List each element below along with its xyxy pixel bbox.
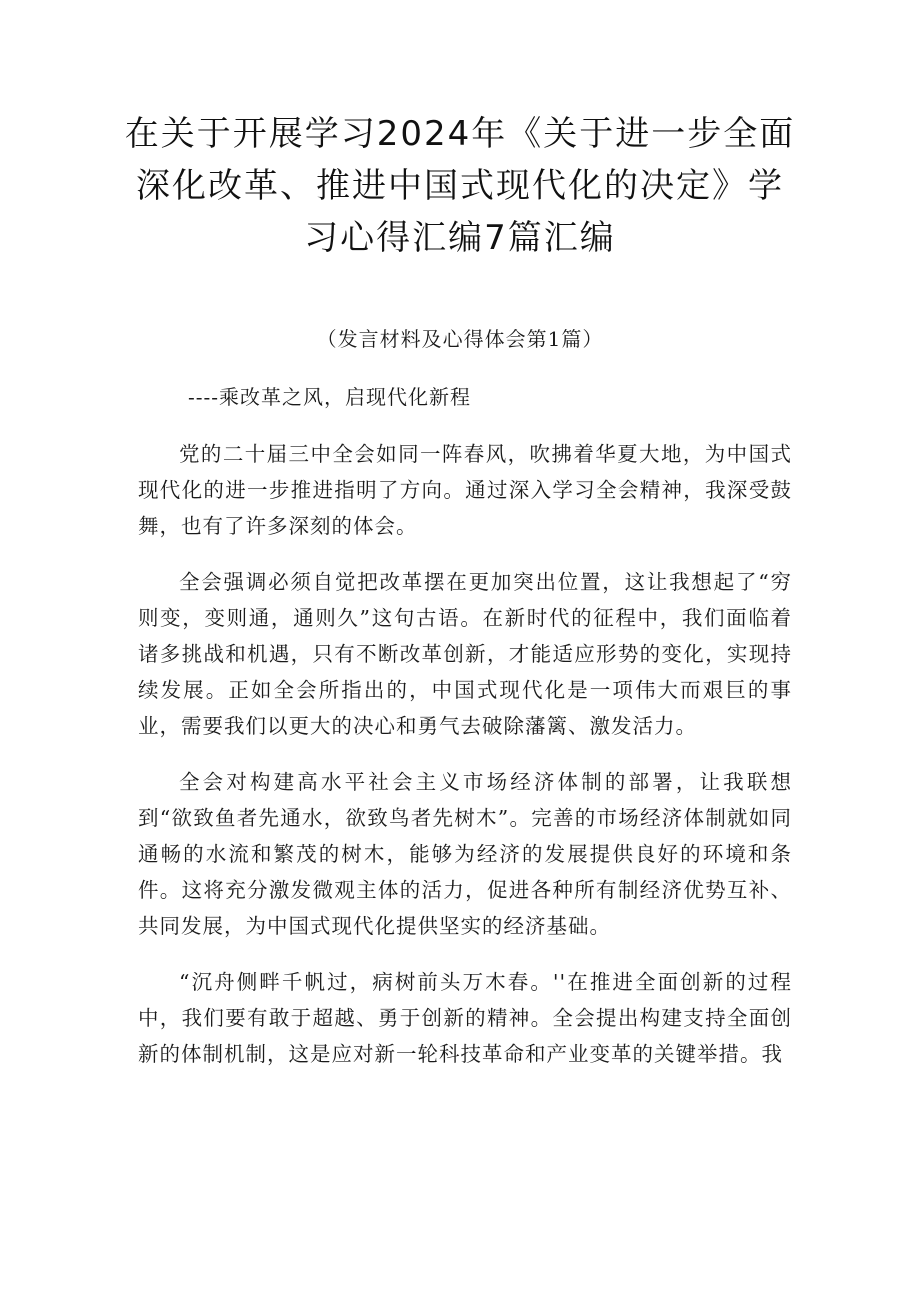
document-title: 在关于开展学习2024年《关于进一步全面深化改革、推进中国式现代化的决定》学习心得汇编7篇汇编 (124, 114, 796, 258)
paragraph: 党的二十届三中全会如同一阵春风，吹拂着华夏大地，为中国式现代化的进一步推进指明了方向。通过深入学习全会精神，我深受鼓舞，也有了许多深刻的体会。 (138, 442, 792, 538)
document-body (138, 436, 792, 1092)
paragraph: “沉舟侧畔千帆过，病树前头万木春。''在推进全面创新的过程中，我们要有敢于超越、勇于创新的精神。全会提出构建支持全面创新的体制机制，这是应对新一轮科技革命和产业变革的关键举措。我 (138, 970, 792, 1066)
section-subtitle: （发言材料及心得体会第1篇） (316, 327, 604, 351)
paragraph: 全会对构建高水平社会主义市场经济体制的部署，让我联想到“欲致鱼者先通水，欲致鸟者先树木”。完善的市场经济体制就如同通畅的水流和繁茂的树木，能够为经济的发展提供良好的环境和条件。这将充分激发微观主体的活力，促进各种所有制经济优势互补、共同发展，为中国式现代化提供坚实的经济基础。 (138, 770, 792, 938)
section-byline: ----乘改革之风，启现代化新程 (188, 385, 472, 409)
paragraph: 全会强调必须自觉把改革摆在更加突出位置，这让我想起了“穷则变，变则通，通则久”这句古语。在新时代的征程中，我们面临着诸多挑战和机遇，只有不断改革创新，才能适应形势的变化，实现持续发展。正如全会所指出的，中国式现代化是一项伟大而艰巨的事业，需要我们以更大的决心和勇气去破除藩篱、激发活力。 (138, 570, 792, 738)
